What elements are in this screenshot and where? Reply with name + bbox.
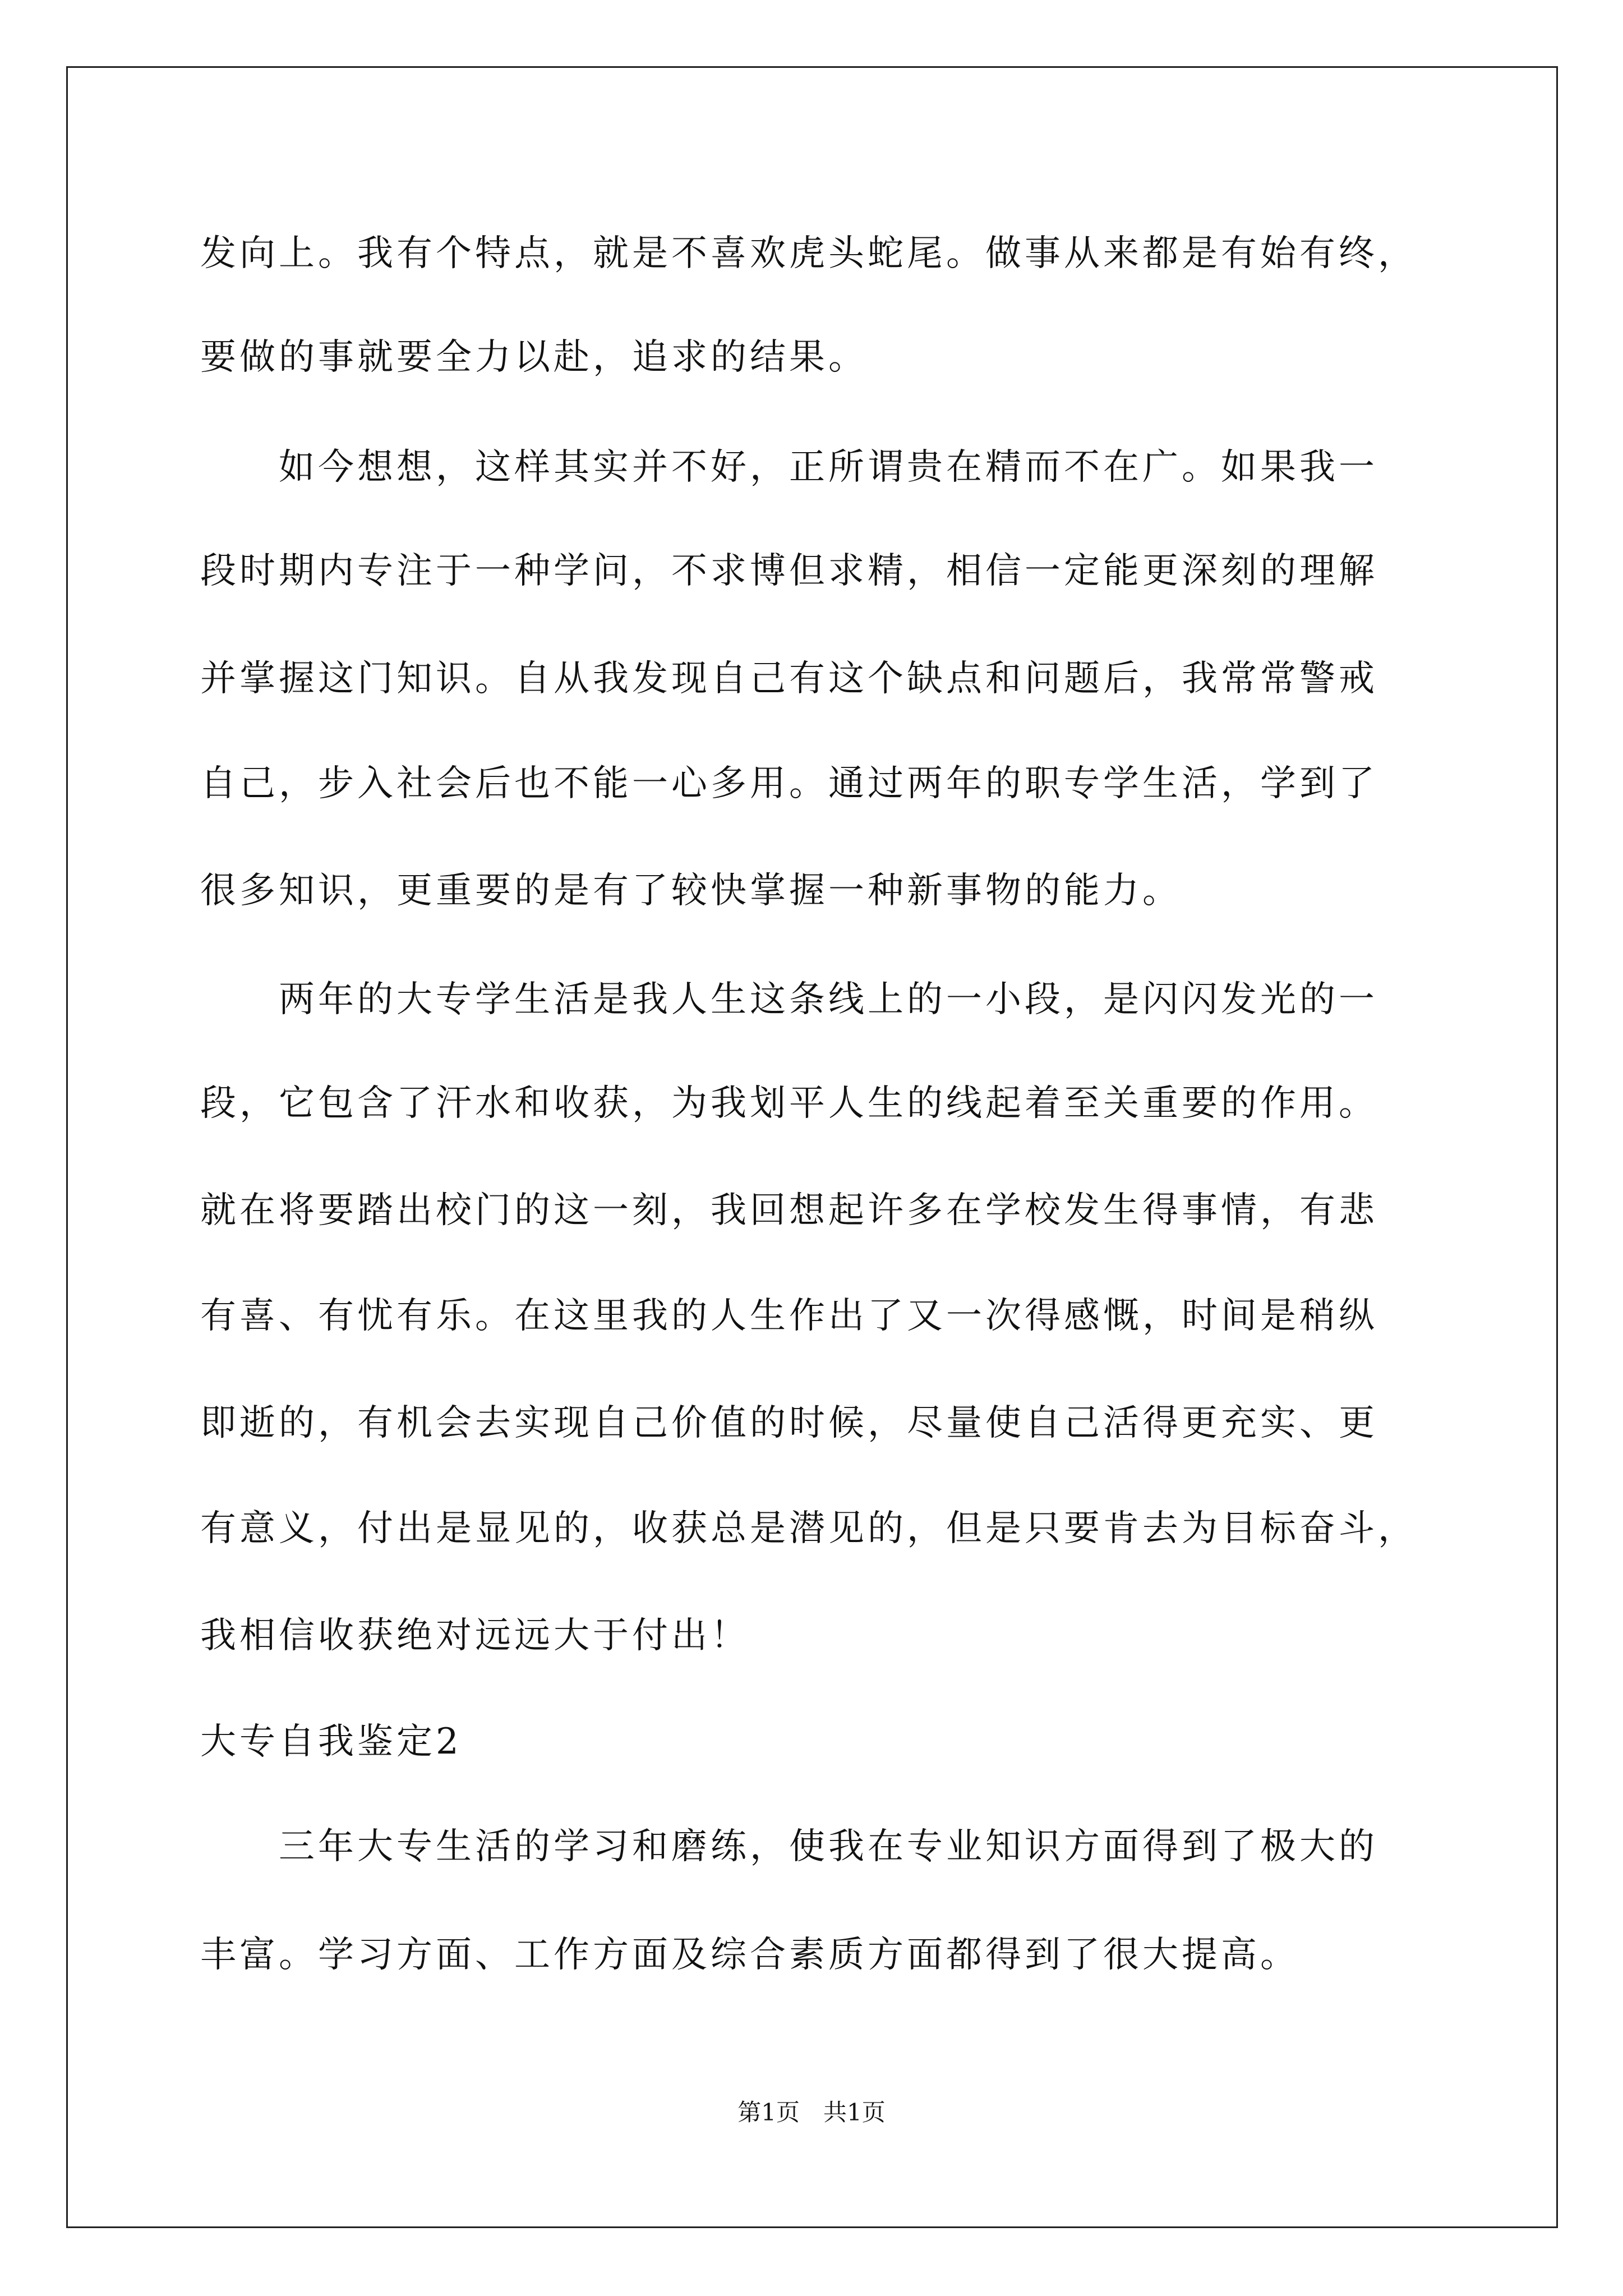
- body-text-line: 有意义，付出是显见的，收获总是潜见的，但是只要肯去为目标奋斗，: [200, 1508, 1417, 1549]
- body-text-line: 即逝的，有机会去实现自己价值的时候，尽量使自己活得更充实、更: [200, 1402, 1378, 1444]
- body-text-line: 很多知识，更重要的是有了较快掌握一种新事物的能力。: [200, 870, 1182, 912]
- body-text-line: 三年大专生活的学习和磨练，使我在专业知识方面得到了极大的: [200, 1826, 1378, 1867]
- body-text-line: 如今想想，这样其实并不好，正所谓贵在精而不在广。如果我一: [200, 447, 1378, 488]
- body-text-line: 就在将要踏出校门的这一刻，我回想起许多在学校发生得事情，有悲: [200, 1190, 1378, 1231]
- page-number-footer: 第1页 共1页: [737, 2099, 886, 2126]
- body-text-line: 自己，步入社会后也不能一心多用。通过两年的职专学生活，学到了: [200, 763, 1378, 804]
- body-text-line: 发向上。我有个特点，就是不喜欢虎头蛇尾。做事从来都是有始有终，: [200, 233, 1417, 274]
- body-text-line: 两年的大专学生活是我人生这条线上的一小段，是闪闪发光的一: [200, 979, 1378, 1020]
- body-text-line: 段时期内专注于一种学问，不求博但求精，相信一定能更深刻的理解: [200, 550, 1378, 592]
- body-text-line: 有喜、有忧有乐。在这里我的人生作出了又一次得感慨，时间是稍纵: [200, 1295, 1378, 1337]
- body-text-line: 要做的事就要全力以赴，追求的结果。: [200, 337, 868, 378]
- body-text-line: 段，它包含了汗水和收获，为我划平人生的线起着至关重要的作用。: [200, 1083, 1378, 1124]
- page-border: [66, 66, 1558, 2228]
- body-text-line: 我相信收获绝对远远大于付出！: [200, 1615, 750, 1657]
- body-text-line: 并掌握这门知识。自从我发现自己有这个缺点和问题后，我常常警戒: [200, 658, 1378, 700]
- section-heading: 大专自我鉴定2: [200, 1721, 462, 1763]
- body-text-line: 丰富。学习方面、工作方面及综合素质方面都得到了很大提高。: [200, 1934, 1299, 1976]
